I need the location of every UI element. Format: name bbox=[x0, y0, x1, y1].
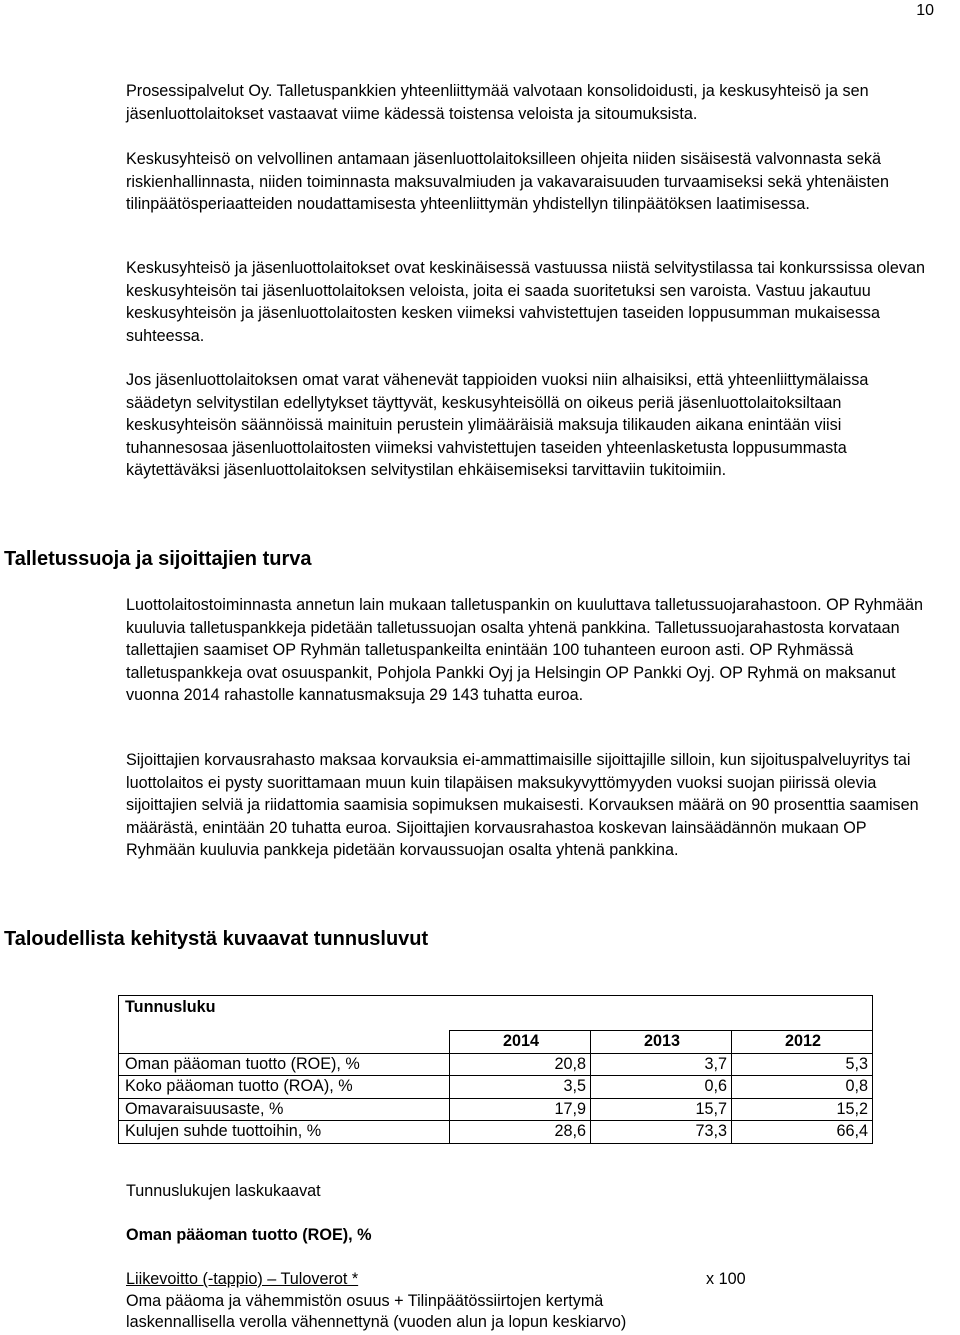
cell-value: 73,3 bbox=[591, 1121, 732, 1144]
roe-denominator-line1: Oma pääoma ja vähemmistön osuus + Tilinpäätössiirtojen kertymä bbox=[126, 1292, 604, 1310]
cell-value: 15,7 bbox=[591, 1098, 732, 1121]
row-label: Kulujen suhde tuottoihin, % bbox=[119, 1121, 450, 1144]
paragraph-1: Prosessipalvelut Oy. Talletuspankkien yhteenliittymää valvotaan konsolidoidusti, ja keskusyhteisö ja sen jäsenluottolaitokset vastaavat viime kädessä toistensa veloista ja sitoumuksista. bbox=[126, 82, 869, 123]
roe-numerator-text: Liikevoitto (-tappio) – Tuloverot * bbox=[126, 1270, 359, 1288]
table-title-row bbox=[119, 996, 873, 1031]
paragraph-5: Luottolaitostoiminnasta annetun lain mukaan talletuspankin on kuuluttava talletussuojarahastoon. OP Ryhmään kuuluvia talletuspankkeja pidetään talletussuojan osalta yhtenä pankkina. Talletussuojarahastosta korvataan tallettajien saamiset OP Ryhmän talletuspankeilta enintään 100 tuhanteen euroon asti. OP Ryhmässä talletuspankkeja ovat osuuspankit, Pohjola Pankki Oyj ja Helsingin OP Pankki Oyj. OP Ryhmä on maksanut vuonna 2014 rahastolle kannatusmaksuja 29 143 tuhatta euroa. bbox=[126, 596, 923, 705]
cell-value: 15,2 bbox=[732, 1098, 873, 1121]
paragraph-3: Keskusyhteisö ja jäsenluottolaitokset ovat keskinäisessä vastuussa niistä selvitystilassa tai konkurssissa olevan keskusyhteisön tai jäsenluottolaitoksen veloista, joita ei saada suoritetuksi sen varoista. Vastuu jakautuu keskusyhteisön ja jäsenluottolaitosten kesken viimeksi vahvistettujen taseiden loppusumman mukaisessa suhteessa. bbox=[126, 259, 925, 345]
paragraph-2: Keskusyhteisö on velvollinen antamaan jäsenluottolaitoksilleen ohjeita niiden sisäisestä valvonnasta sekä riskienhallinnasta, niiden toiminnasta maksuvalmiuden ja vakavaraisuuden turvaamiseksi sekä yhtenäisten tilinpäätösperiaatteiden noudattamisesta yhteenliittymän yhdistellyn tilinpäätöksen laatimisessa. bbox=[126, 150, 890, 214]
heading-key-figures: Taloudellista kehitystä kuvaavat tunnusluvut bbox=[4, 928, 429, 950]
row-label: Oman pääoman tuotto (ROE), % bbox=[119, 1053, 450, 1076]
paragraph-4: Jos jäsenluottolaitoksen omat varat vähenevät tappioiden vuoksi niin alhaisiksi, että yhteenliittymälaissa säädetyn selvitystilan edellytykset täyttyvät, keskusyhteisöllä on oikeus periä jäsenluottolaitoksiltaan keskusyhteisön säännöissä mainituin perustein ylimääräisiä maksuja tilikauden aikana enintään viisi tuhannesosaa jäsenluottolaitosten viimeksi vahvistettujen taseiden yhteenlasketusta loppusummasta käytettäväksi jäsenluottolaitoksen selvitystilan ehkäisemiseksi tarvittaviin tukitoimiin. bbox=[126, 371, 869, 480]
table-title: Tunnusluku bbox=[119, 996, 873, 1031]
table-row bbox=[119, 1121, 873, 1144]
cell-value: 5,3 bbox=[732, 1053, 873, 1076]
formulas-title: Tunnuslukujen laskukaavat bbox=[126, 1182, 321, 1200]
cell-value: 66,4 bbox=[732, 1121, 873, 1144]
row-label: Omavaraisuusaste, % bbox=[119, 1098, 450, 1121]
page-number: 10 bbox=[916, 2, 934, 19]
roe-numerator bbox=[126, 1268, 706, 1290]
row-label: Koko pääoman tuotto (ROA), % bbox=[119, 1076, 450, 1099]
cell-value: 28,6 bbox=[450, 1121, 591, 1144]
year-header: 2013 bbox=[591, 1031, 732, 1054]
cell-value: 17,9 bbox=[450, 1098, 591, 1121]
roe-denominator-line2: laskennallisella verolla vähennettynä (vuoden alun ja lopun keskiarvo) bbox=[126, 1313, 627, 1331]
table-row bbox=[119, 1098, 873, 1121]
cell-value: 3,5 bbox=[450, 1076, 591, 1099]
roe-formula-title: Oman pääoman tuotto (ROE), % bbox=[126, 1226, 372, 1244]
table-row bbox=[119, 1053, 873, 1076]
table-row bbox=[119, 1076, 873, 1099]
cell-value: 0,6 bbox=[591, 1076, 732, 1099]
table-header-row bbox=[119, 1031, 873, 1054]
key-figures-table bbox=[118, 995, 873, 1144]
cell-value: 0,8 bbox=[732, 1076, 873, 1099]
year-header: 2012 bbox=[732, 1031, 873, 1054]
roe-multiplier: x 100 bbox=[706, 1270, 746, 1288]
year-header: 2014 bbox=[450, 1031, 591, 1054]
paragraph-6: Sijoittajien korvausrahasto maksaa korvauksia ei-ammattimaisille sijoittajille silloin, kun sijoituspalveluyritys tai luottolaitos ei pysty suorittamaan muun kuin tilapäisen maksukyvyttömyyden vuoksi suojan piirissä olevia sijoittajien selviä ja riidattomia saamisia sopimuksen mukaisesti. Korvauksen määrä on 90 prosenttia saamisen määrästä, enintään 20 tuhatta euroa. Sijoittajien korvausrahastoa koskevan lainsäädännön mukaan OP Ryhmään kuuluvia pankkeja pidetään korvaussuojan osalta yhtenä pankkina. bbox=[126, 751, 919, 860]
cell-value: 20,8 bbox=[450, 1053, 591, 1076]
cell-value: 3,7 bbox=[591, 1053, 732, 1076]
heading-deposit-protection: Talletussuoja ja sijoittajien turva bbox=[4, 548, 312, 570]
table-header-empty bbox=[119, 1031, 450, 1054]
